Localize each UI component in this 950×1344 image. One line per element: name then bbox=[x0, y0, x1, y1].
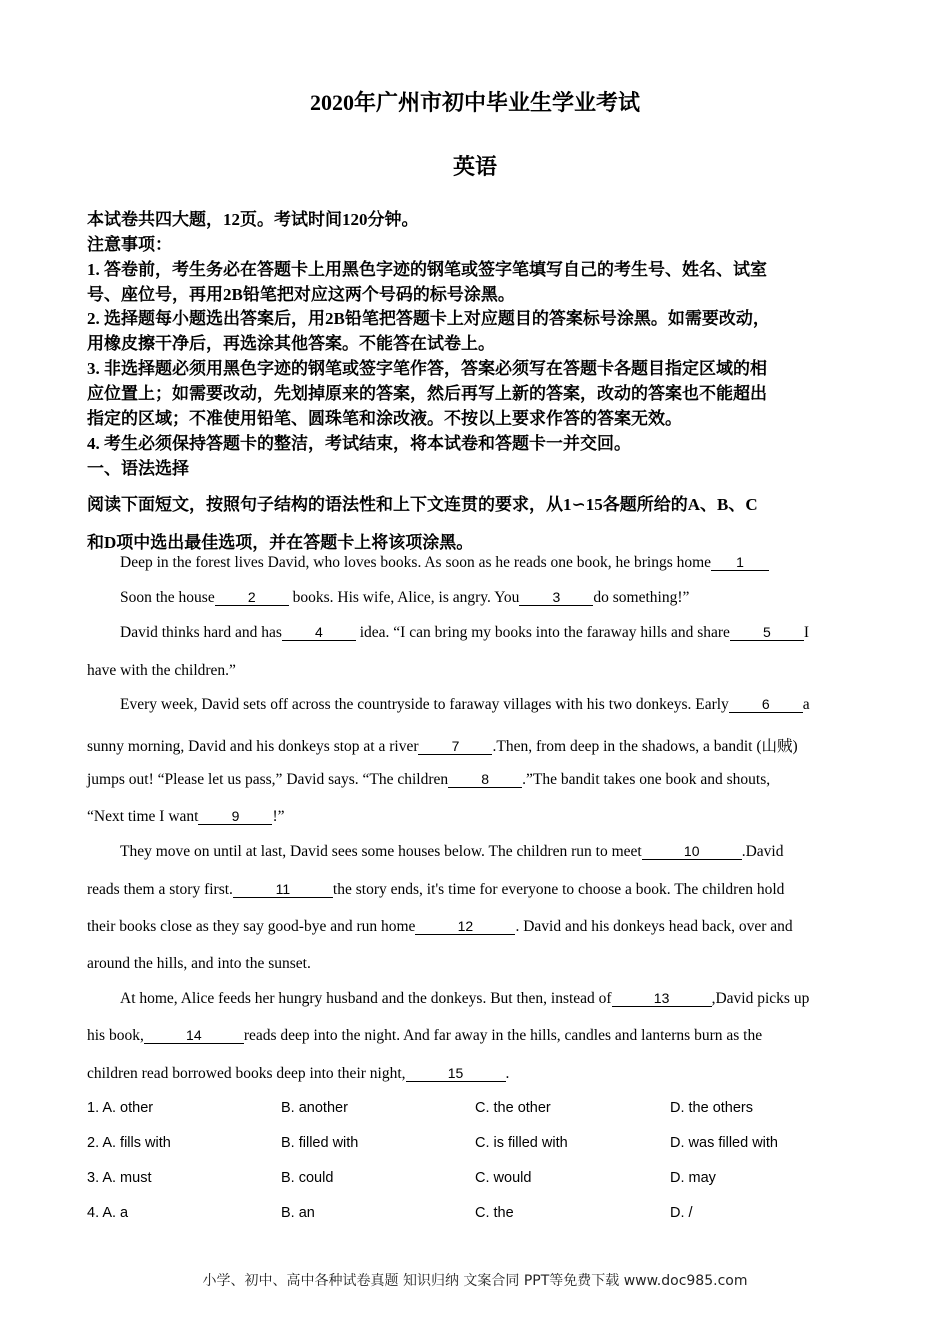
note-3-line-3: 指定的区域；不准使用铅笔、圆珠笔和涂改液。不按以上要求作答的答案无效。 bbox=[87, 409, 682, 428]
note-4: 4. 考生必须保持答题卡的整洁，考试结束，将本试卷和答题卡一并交回。 bbox=[87, 434, 631, 453]
exam-title: 2020年广州市初中毕业生学业考试 bbox=[309, 90, 640, 115]
option-b: B. could bbox=[281, 1170, 334, 1186]
passage-line: David thinks hard and has 4 idea. “I can bring my books into the faraway hills and share 5 I bbox=[120, 624, 810, 641]
blank-6: 6 bbox=[729, 696, 803, 713]
passage-line: They move on until at last, David sees some houses below. The children run to meet 10 .David bbox=[120, 843, 784, 860]
directions-line-1: 阅读下面短文，按照句子结构的语法性和上下文连贯的要求，从1∽15各题所给的A、B、C bbox=[87, 495, 758, 514]
passage-line: “Next time I want 9 !” bbox=[87, 808, 285, 825]
passage-line: jumps out! “Please let us pass,” David says. “The children 8 .”The bandit takes one book and shouts, bbox=[87, 771, 771, 788]
passage-line: have with the children.” bbox=[87, 662, 236, 679]
question-options-2 bbox=[87, 1135, 887, 1155]
blank-9: 9 bbox=[198, 808, 272, 825]
passage-line: Soon the house 2 books. His wife, Alice, is angry. You 3 do something!” bbox=[120, 589, 690, 606]
blank-5: 5 bbox=[730, 624, 804, 641]
note-2-line-1: 2. 选择题每小题选出答案后，用2B铅笔把答题卡上对应题目的答案标号涂黑。如需要改动， bbox=[87, 309, 770, 328]
directions-line-2: 和D项中选出最佳选项，并在答题卡上将该项涂黑。 bbox=[87, 533, 474, 552]
option-c: C. the bbox=[475, 1205, 514, 1221]
option-a: 2. A. fills with bbox=[87, 1135, 171, 1151]
option-a: 1. A. other bbox=[87, 1100, 154, 1116]
blank-13: 13 bbox=[612, 990, 712, 1007]
footer-text: 小学、初中、高中各种试卷真题 知识归纳 文案合同 PPT等免费下载 www.doc985.com bbox=[202, 1273, 748, 1289]
note-3-line-2: 应位置上；如需要改动，先划掉原来的答案，然后再写上新的答案，改动的答案也不能超出 bbox=[87, 384, 767, 403]
question-options-1 bbox=[87, 1100, 887, 1120]
option-b: B. an bbox=[281, 1205, 315, 1221]
passage-line: their books close as they say good-bye and run home 12 . David and his donkeys head back, over and bbox=[87, 918, 793, 935]
blank-3: 3 bbox=[519, 589, 593, 606]
blank-2: 2 bbox=[215, 589, 289, 606]
section-heading: 一、语法选择 bbox=[87, 459, 189, 478]
note-3-line-1: 3. 非选择题必须用黑色字迹的钢笔或签字笔作答，答案必须写在答题卡各题目指定区域的相 bbox=[87, 359, 767, 378]
subject-title: 英语 bbox=[452, 154, 497, 179]
option-a: 4. A. a bbox=[87, 1205, 129, 1221]
note-1-line-1: 1. 答卷前，考生务必在答题卡上用黑色字迹的钢笔或签字笔填写自己的考生号、姓名、试室 bbox=[87, 260, 767, 279]
blank-14: 14 bbox=[144, 1027, 244, 1044]
notes-heading: 注意事项： bbox=[87, 235, 172, 254]
option-d: D. was filled with bbox=[670, 1135, 778, 1151]
option-d: D. / bbox=[670, 1205, 693, 1221]
option-b: B. another bbox=[281, 1100, 348, 1116]
passage-line: At home, Alice feeds her hungry husband and the donkeys. But then, instead of 13 ,David picks up bbox=[120, 990, 810, 1007]
blank-11: 11 bbox=[233, 881, 333, 898]
blank-4: 4 bbox=[282, 624, 356, 641]
option-d: D. may bbox=[670, 1170, 716, 1186]
blank-1: 1 bbox=[711, 554, 769, 571]
passage-line: children read borrowed books deep into their night, 15 . bbox=[87, 1065, 510, 1082]
passage-line: reads them a story first. 11 the story ends, it's time for everyone to choose a book. The children hold bbox=[87, 881, 785, 898]
passage-line: Deep in the forest lives David, who loves books. As soon as he reads one book, he brings home 1 bbox=[120, 554, 769, 572]
option-d: D. the others bbox=[670, 1100, 754, 1116]
blank-7: 7 bbox=[418, 738, 492, 755]
blank-8: 8 bbox=[448, 771, 522, 788]
blank-10: 10 bbox=[642, 843, 742, 860]
option-c: C. would bbox=[475, 1170, 532, 1186]
option-c: C. is filled with bbox=[475, 1135, 568, 1151]
option-c: C. the other bbox=[475, 1100, 551, 1116]
passage-line: around the hills, and into the sunset. bbox=[87, 955, 311, 972]
question-options-3 bbox=[87, 1170, 887, 1190]
blank-15: 15 bbox=[406, 1065, 506, 1082]
blank-12: 12 bbox=[415, 918, 515, 935]
option-b: B. filled with bbox=[281, 1135, 359, 1151]
exam-intro: 本试卷共四大题，12页。考试时间120分钟。 bbox=[87, 210, 419, 229]
note-1-line-2: 号、座位号，再用2B铅笔把对应这两个号码的标号涂黑。 bbox=[87, 285, 515, 304]
question-options-4 bbox=[87, 1205, 887, 1225]
note-2-line-2: 用橡皮擦干净后，再选涂其他答案。不能答在试卷上。 bbox=[87, 334, 495, 353]
passage-line: sunny morning, David and his donkeys stop at a river 7 .Then, from deep in the shadows, a bandit (山贼) bbox=[87, 738, 798, 755]
passage-line: Every week, David sets off across the countryside to faraway villages with his two donkeys. Early 6 a bbox=[120, 696, 810, 713]
option-a: 3. A. must bbox=[87, 1170, 152, 1186]
passage-line: his book, 14 reads deep into the night. And far away in the hills, candles and lanterns burn as the bbox=[87, 1027, 763, 1044]
